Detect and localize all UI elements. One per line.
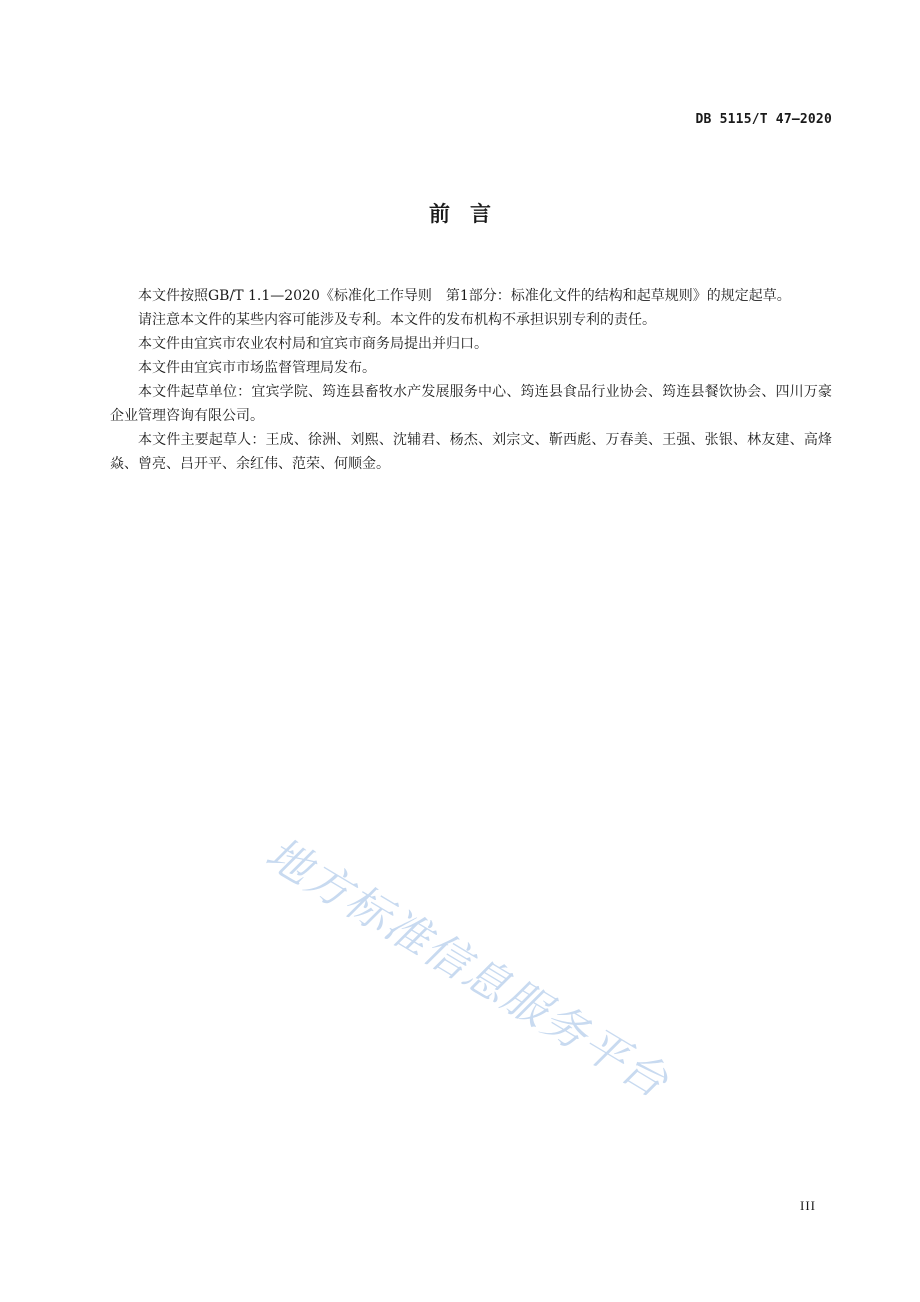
paragraph-proposer: 本文件由宜宾市农业农村局和宜宾市商务局提出并归口。	[138, 336, 488, 352]
page-number: III	[800, 1198, 816, 1213]
paragraph-drafting-units: 本文件起草单位：宜宾学院、筠连县畜牧水产发展服务中心、筠连县食品行业协会、筠连县餐饮协会、四川万豪企业管理咨询有限公司。	[110, 384, 832, 424]
paragraph-drafters: 本文件主要起草人：王成、徐洲、刘熙、沈辅君、杨杰、刘宗文、靳西彪、万春美、王强、张银、林友建、高烽焱、曾亮、吕开平、余红伟、范荣、何顺金。	[110, 432, 832, 472]
paragraph-patent-notice: 请注意本文件的某些内容可能涉及专利。本文件的发布机构不承担识别专利的责任。	[138, 312, 656, 328]
preface-body	[110, 284, 832, 476]
paragraph-publisher: 本文件由宜宾市市场监督管理局发布。	[138, 360, 376, 376]
page-title: 前言	[429, 202, 511, 226]
document-code: DB 5115/T 47—2020	[695, 112, 832, 127]
watermark-text: 地方标准信息服务平台	[256, 827, 678, 1109]
paragraph-drafting-rules: 本文件按照GB/T 1.1—2020《标准化工作导则 第1部分：标准化文件的结构和起草规则》的规定起草。	[138, 288, 791, 304]
